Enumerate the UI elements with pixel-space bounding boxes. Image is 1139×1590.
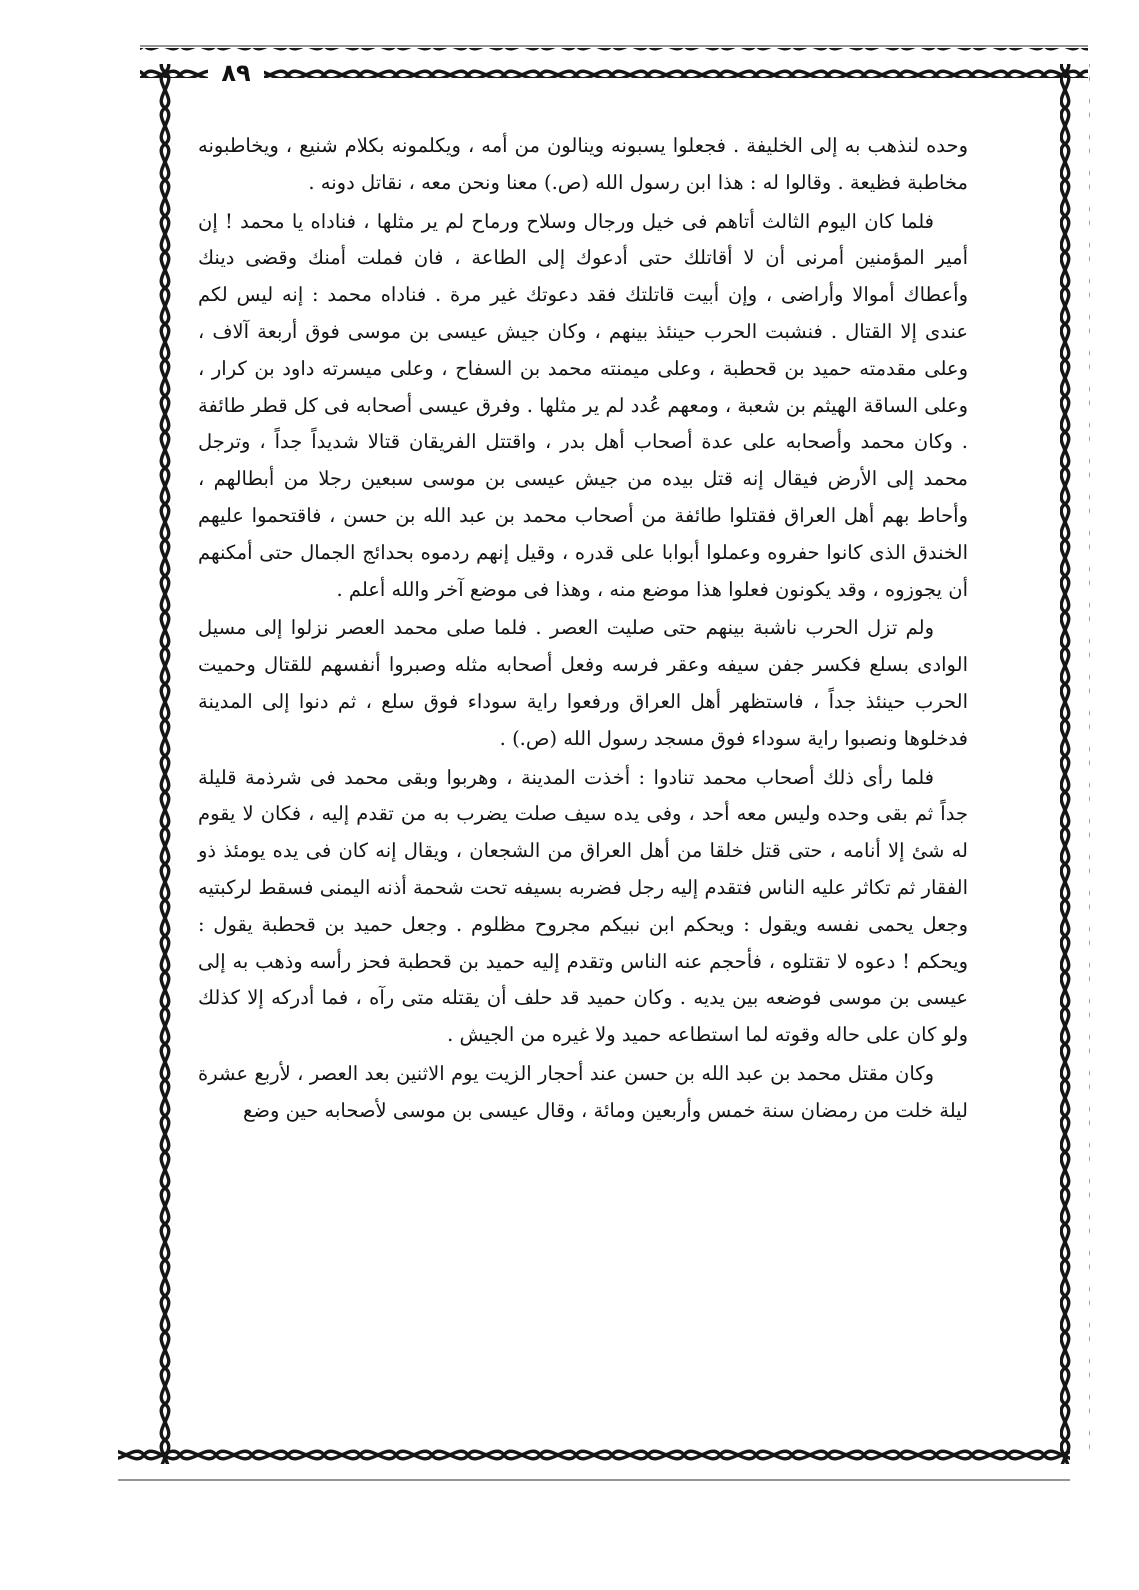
paragraph: وحده لنذهب به إلى الخليفة . فجعلوا يسبونه وينالون من أمه ، ويكلمونه بكلام شنيع ، ويخاطبونه مخاطبة فظيعة . وقالوا له : هذا ابن رسول الله (ص.) معنا ونحن معه ، نقاتل دونه . (198, 134, 968, 194)
paragraph: فلما رأى ذلك أصحاب محمد تنادوا : أخذت المدينة ، وهربوا وبقى محمد فى شرذمة قليلة جداً ثم بقى وحده وليس معه أحد ، وفى يده سيف صلت يضرب به من تقدم إليه ، فكان لا يقوم له شئ إلا أنامه ، حتى قتل خلقا من أهل العراق من الشجعان ، ويقال إنه كان فى يده يومئذ ذو الفقار ثم تكاثر عليه الناس فتقدم إليه رجل فضربه بسيفه تحت شحمة أذنه اليمنى فسقط لركبتيه وجعل يحمى نفسه ويقول : ويحكم ابن نبيكم مجروح مظلوم . وجعل حميد بن قحطبة يقول : ويحكم ! دعوه لا تقتلوه ، فأحجم عنه الناس وتقدم إليه حميد بن قحطبة فحز رأسه وذهب به إلى عيسى بن موسى فوضعه بين يديه . وكان حميد قد حلف أن يقتله متى رآه ، فما أدركه إلا كذلك ولو كان على حاله وقوته لما استطاعه حميد ولا غيره من الجيش . (198, 765, 969, 1047)
body-text (198, 128, 968, 1428)
border-right (1060, 64, 1090, 1464)
paragraph: فلما كان اليوم الثالث أتاهم فى خيل ورجال وسلاح ورماح لم ير مثلها ، فناداه يا محمد ! إن أمير المؤمنين أمرنى أن لا أقاتلك حتى أدعوك إلى الطاعة ، فان فملت أمنك وقضى دينك وأعطاك أموالا وأراضى ، وإن أبيت قاتلتك فقد دعوتك غير مرة . فناداه محمد : إنه ليس لكم عندى إلا القتال . فنشبت الحرب حينئذ بينهم ، وكان جيش عيسى بن موسى فوق أربعة آلاف ، وعلى مقدمته حميد بن قحطبة ، وعلى ميمنته محمد بن السفاح ، وعلى ميسرته داود بن كرار ، وعلى الساقة الهيثم بن شعبة ، ومعهم عُدد لم ير مثلها . وفرق عيسى أصحابه فى كل قطر طائفة . وكان محمد وأصحابه على عدة أصحاب أهل بدر ، واقتتل الفريقان قتالا شديداً جداً ، وترجل محمد إلى الأرض فيقال إنه قتل بيده من جيش عيسى بن موسى سبعين رجلا من أبطالهم ، وأحاط بهم أهل العراق فقتلوا طائفة من أصحاب محمد بن عبد الله بن حسن ، فاقتحموا عليهم الخندق الذى كانوا حفروه وعملوا أبوابا على قدره ، وقيل إنهم ردموه بحدائج الجمال حتى أمكنهم أن يجوزوه ، وقد يكونون فعلوا هذا موضع منه ، وهذا فى موضع آخر والله أعلم . (198, 209, 968, 601)
border-left (142, 64, 172, 1464)
page-number: ٨٩ (208, 56, 264, 90)
paragraph: ولم تزل الحرب ناشبة بينهم حتى صليت العصر . فلما صلى محمد العصر نزلوا إلى مسيل الوادى بسلع فكسر جفن سيفه وعقر فرسه وفعل أصحابه مثله وصبروا أنفسهم للقتال وحميت الحرب حينئذ جداً ، فاستظهر أهل العراق ورفعوا راية سوداء فوق سلع ، ثم دنوا إلى المدينة فدخلوها ونصبوا راية سوداء فوق مسجد رسول الله (ص.) . (198, 616, 968, 750)
border-bottom (118, 1448, 1070, 1478)
paragraph: وكان مقتل محمد بن عبد الله بن حسن عند أحجار الزيت يوم الاثنين بعد العصر ، لأربع عشرة ليلة خلت من رمضان سنة خمس وأربعين ومائة ، وقال عيسى بن موسى لأصحابه حين وضع (198, 1061, 968, 1122)
border-top (140, 48, 1088, 78)
